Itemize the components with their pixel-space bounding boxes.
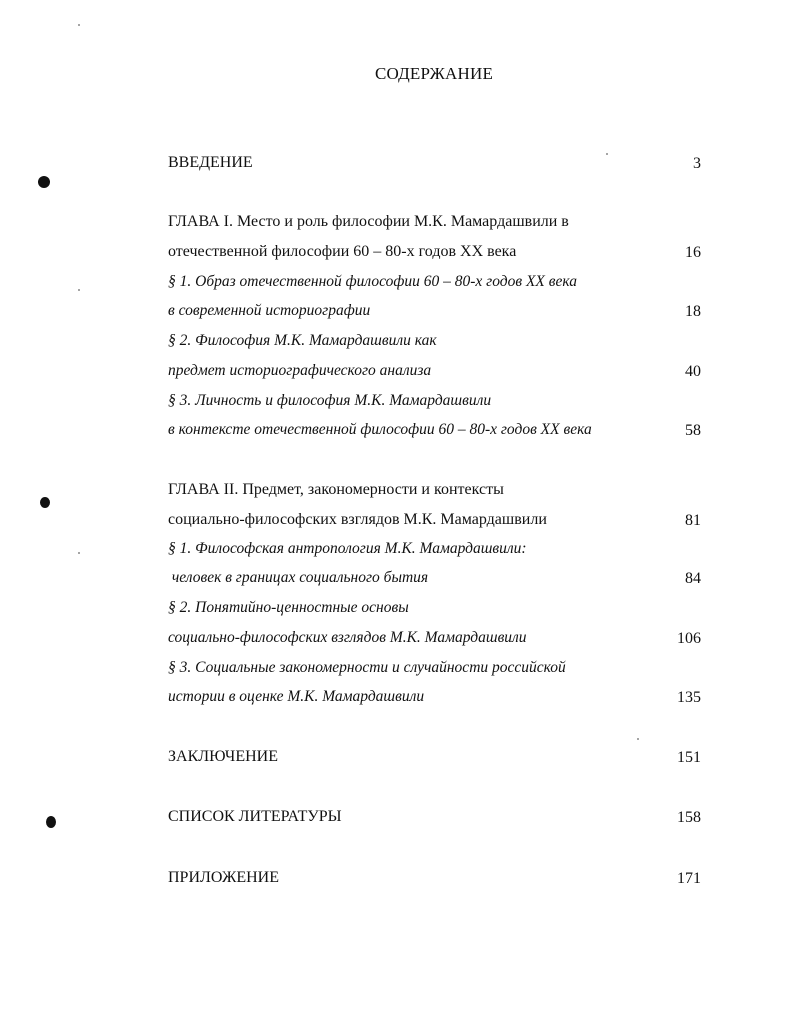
toc-ch2-s2-line2: социально-философских взглядов М.К. Мамардашвили: [168, 629, 527, 646]
toc-ch1-s1-line1: § 1. Образ отечественной философии 60 – 80-х годов XX века: [168, 273, 577, 290]
toc-chapter2-page: 81: [685, 512, 701, 529]
toc-appendix-label: ПРИЛОЖЕНИЕ: [168, 869, 280, 886]
page-title: СОДЕРЖАНИЕ: [374, 64, 494, 83]
toc-chapter1-line2: отечественной философии 60 – 80-х годов XX века: [168, 243, 517, 260]
toc-chapter2-line2: социально-философских взглядов М.К. Мамардашвили: [168, 511, 547, 528]
punch-hole-mark: [38, 176, 50, 188]
toc-chapter1-page: 16: [685, 244, 701, 261]
toc-conclusion-page: 151: [677, 749, 701, 766]
toc-ch1-s1-page: 18: [685, 303, 701, 320]
toc-chapter1-line1: ГЛАВА I. Место и роль философии М.К. Мамардашвили в: [168, 213, 569, 230]
toc-ch1-s1-line2: в современной историографии: [168, 302, 371, 319]
toc-ch2-s3-line1: § 3. Социальные закономерности и случайности российской: [168, 659, 566, 676]
toc-ch2-s2-line1: § 2. Понятийно-ценностные основы: [168, 599, 409, 616]
toc-ch2-s1-line1: § 1. Философская антропология М.К. Мамардашвили:: [168, 540, 527, 557]
toc-ch2-s3-page: 135: [677, 689, 701, 706]
scan-speck: [78, 289, 80, 291]
toc-intro-label: ВВЕДЕНИЕ: [168, 154, 253, 171]
toc-ch1-s3-line2: в контексте отечественной философии 60 – 80-х годов XX века: [168, 421, 592, 438]
toc-ch1-s2-line2: предмет историографического анализа: [168, 362, 432, 379]
toc-ch1-s3-page: 58: [685, 422, 701, 439]
scan-speck: [78, 24, 80, 26]
scan-speck: [637, 738, 639, 740]
toc-ch2-s3-line2: истории в оценке М.К. Мамардашвили: [168, 688, 425, 705]
toc-chapter2-line1: ГЛАВА II. Предмет, закономерности и контексты: [168, 481, 504, 498]
toc-appendix-page: 171: [677, 870, 701, 887]
punch-hole-mark: [46, 816, 56, 828]
scan-speck: [606, 153, 608, 155]
scan-speck: [78, 552, 80, 554]
toc-conclusion-label: ЗАКЛЮЧЕНИЕ: [168, 748, 278, 765]
toc-ch1-s2-page: 40: [685, 363, 701, 380]
toc-ch2-s1-line2: человек в границах социального бытия: [168, 569, 429, 586]
toc-ch1-s3-line1: § 3. Личность и философия М.К. Мамардашвили: [168, 392, 492, 409]
toc-ch2-s1-page: 84: [685, 570, 701, 587]
toc-ch1-s2-line1: § 2. Философия М.К. Мамардашвили как: [168, 332, 437, 349]
punch-hole-mark: [40, 497, 50, 508]
toc-bibliography-label: СПИСОК ЛИТЕРАТУРЫ: [168, 808, 342, 825]
toc-intro-page: 3: [693, 155, 701, 172]
toc-bibliography-page: 158: [677, 809, 701, 826]
toc-ch2-s2-page: 106: [677, 630, 701, 647]
